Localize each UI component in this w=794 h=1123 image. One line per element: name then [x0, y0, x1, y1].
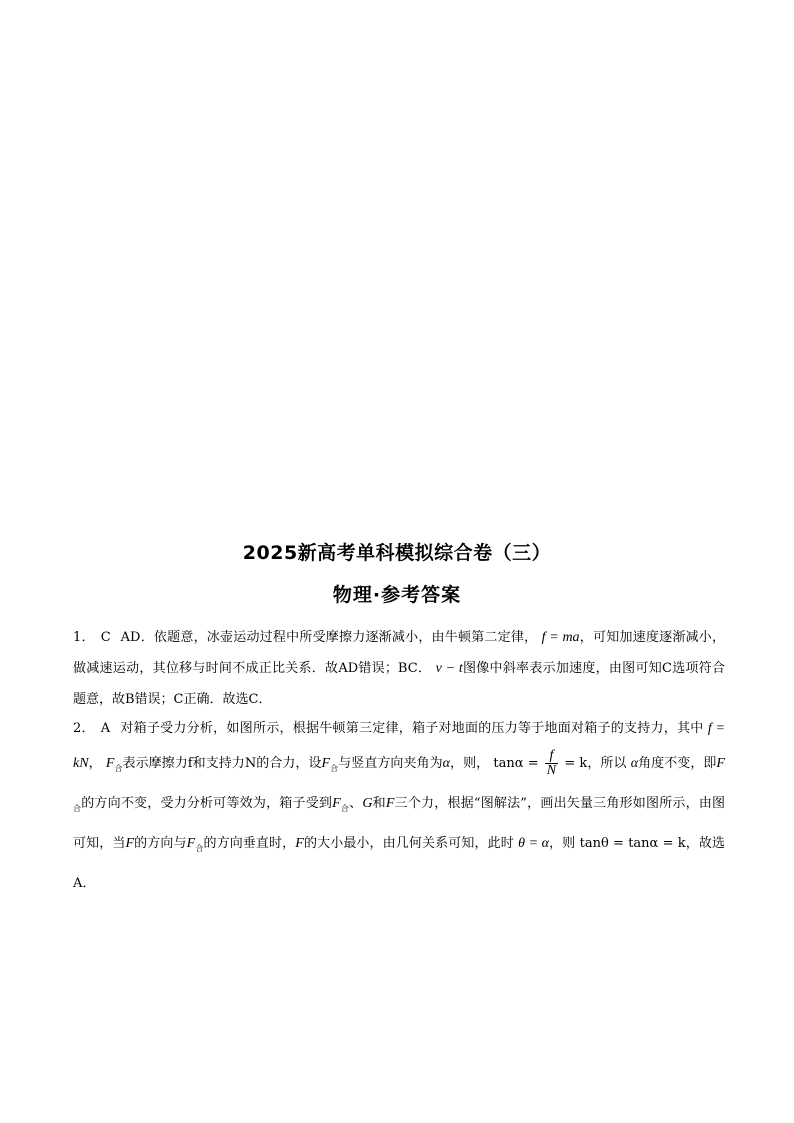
equation: = k	[564, 756, 588, 771]
gravity-symbol: G	[362, 796, 373, 811]
force-symbol: F	[186, 836, 196, 851]
force-symbol: F	[332, 796, 341, 811]
answer-text: 与竖直方向夹角为	[338, 756, 443, 771]
answer-text: 三个力，根据“图解法”，画出矢量三角形如图所示，由图可知，当	[73, 796, 726, 851]
answer-text: ，则，	[450, 756, 490, 771]
subscript: 合	[195, 844, 204, 853]
answer-text: ，所以	[587, 756, 627, 771]
equation: tanα =	[493, 756, 539, 771]
answer-text: 和	[372, 796, 386, 811]
answer-text: 对箱子受力分析，如图所示，根据牛顿第三定律，箱子对地面的压力等于地面对箱子的支持力，其中	[120, 721, 704, 736]
answer-text: 的方向与	[134, 836, 187, 851]
punctuation: ，	[88, 756, 102, 771]
equation: tanθ = tanα = k	[579, 836, 686, 851]
answer-number: 2．	[73, 721, 95, 736]
force-symbol: F	[125, 836, 135, 851]
equation: θ = α	[518, 836, 550, 851]
subscript: 合	[114, 764, 123, 773]
equation: v − t	[435, 661, 463, 676]
answer-list	[73, 626, 725, 901]
force-symbol: F	[385, 796, 395, 811]
answer-text: 的方向垂直时，	[203, 836, 296, 851]
page-subtitle: 物理·参考答案	[332, 584, 462, 606]
answer-text: 表示摩擦力f和支持力N的合力，设	[122, 756, 322, 771]
fraction	[545, 749, 558, 778]
answer-text: 、	[349, 796, 363, 811]
answer-text: AD．依题意，冰壶运动过程中所受摩擦力逐渐减小，由牛顿第二定律，	[120, 630, 538, 645]
answer-text: 图像中斜率表示加速度，由图可知C选项符合题意，故B错误；C正确．故选C．	[73, 661, 725, 707]
force-symbol: F	[321, 756, 331, 771]
answer-item-1	[73, 622, 725, 715]
fraction-numerator: f	[545, 749, 558, 764]
answer-text: ，故选A．	[73, 836, 725, 891]
answer-choice: C	[100, 630, 111, 645]
equation: f = kN	[73, 721, 725, 771]
answer-text: ，则	[549, 836, 576, 851]
answer-text: 角度不变，即	[638, 756, 717, 771]
alpha-symbol: α	[630, 756, 639, 771]
answer-text: 的方向不变，受力分析可等效为，箱子受到	[81, 796, 333, 811]
answer-item-2	[73, 711, 725, 901]
answer-number: 1．	[73, 630, 95, 645]
page-title: 2025新高考单科模拟综合卷（三）	[242, 542, 552, 564]
equation: f = ma	[541, 630, 580, 645]
subscript: 合	[340, 804, 350, 813]
fraction-denominator: N	[546, 763, 557, 778]
answer-choice: A	[100, 721, 111, 736]
subscript: 合	[73, 804, 82, 813]
answer-text: 的大小最小，由几何关系可知，此时	[303, 836, 514, 851]
force-symbol: F	[716, 756, 725, 771]
subscript: 合	[330, 764, 339, 773]
force-symbol: F	[295, 836, 304, 851]
answer-text: ，可知加速度逐渐减小，做减速运动，其位移与时间不成正比关系．故AD错误；BC．	[73, 630, 725, 676]
force-symbol: F	[105, 756, 115, 771]
alpha-symbol: α	[442, 756, 450, 771]
